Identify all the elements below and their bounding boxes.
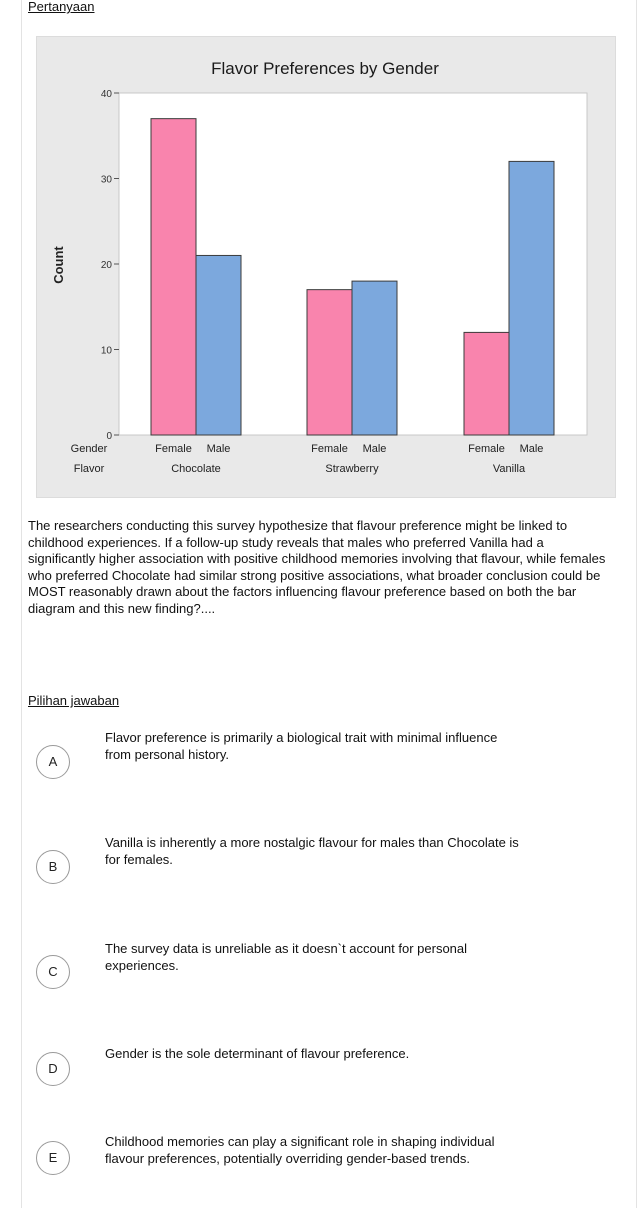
gender-label: Male [362,443,387,455]
chart-title: Flavor Preferences by Gender [211,59,439,78]
option-a[interactable] [0,730,638,796]
option-e-text[interactable]: Childhood memories can play a significant role in shaping individual flavour preferences, potentially overriding gender-based trends. [105,1134,495,1166]
option-b-text[interactable]: Vanilla is inherently a more nostalgic flavour for males than Chocolate is for females. [105,835,519,867]
option-d[interactable] [0,1046,638,1112]
gender-label: Female [311,443,348,455]
option-e[interactable] [0,1134,638,1200]
option-b-radio[interactable]: B [36,850,70,884]
bar-vanilla-male [509,161,554,435]
gender-label: Male [519,443,544,455]
y-tick-label: 30 [100,174,112,186]
question-heading: Pertanyaan [28,0,95,14]
y-tick-label: 10 [100,345,112,357]
bar-chart-svg [37,37,615,497]
option-e-radio[interactable]: E [36,1141,70,1175]
bar-vanilla-female [464,332,509,435]
bar-strawberry-male [352,281,397,435]
y-tick-label: 0 [106,431,112,442]
option-d-radio[interactable]: D [36,1052,70,1086]
answers-heading: Pilihan jawaban [28,693,120,708]
gender-label: Female [468,443,505,455]
gender-label: Female [155,443,192,455]
bar-chocolate-female [151,119,196,435]
question-text: The researchers conducting this survey hypothesize that flavour preference might be linked to childhood experiences. If a follow-up study reveals that males who preferred Vanilla had a significantly higher association with positive childhood memories involving that flavour, while females who preferred Chocolate had similar strong positive associations, what broader conclusion could be MOST reasonably drawn about the factors influencing flavour preference based on both the bar diagram and this new finding?.... [28,518,606,616]
option-d-text[interactable]: Gender is the sole determinant of flavour preference. [105,1046,410,1061]
flavor-label-chocolate: Chocolate [171,463,221,475]
gender-label: Male [206,443,231,455]
y-axis-label: Count [51,246,66,284]
option-c[interactable] [0,941,638,1007]
flavor-label-strawberry: Strawberry [325,463,379,475]
option-b[interactable] [0,835,638,901]
option-c-radio[interactable]: C [36,955,70,989]
bar-chocolate-male [196,255,241,435]
row-label-flavor: Flavor [73,463,105,475]
y-tick-label: 40 [100,89,112,100]
y-tick-label: 20 [100,260,112,271]
option-a-text[interactable]: Flavor preference is primarily a biological trait with minimal influence from personal history. [105,730,498,762]
option-a-radio[interactable]: A [36,745,70,779]
bar-strawberry-female [307,290,352,435]
row-label-gender: Gender [70,443,108,455]
option-c-text[interactable]: The survey data is unreliable as it doesn`t account for personal experiences. [105,941,468,973]
flavor-label-vanilla: Vanilla [492,463,526,475]
bar-chart [36,36,616,498]
